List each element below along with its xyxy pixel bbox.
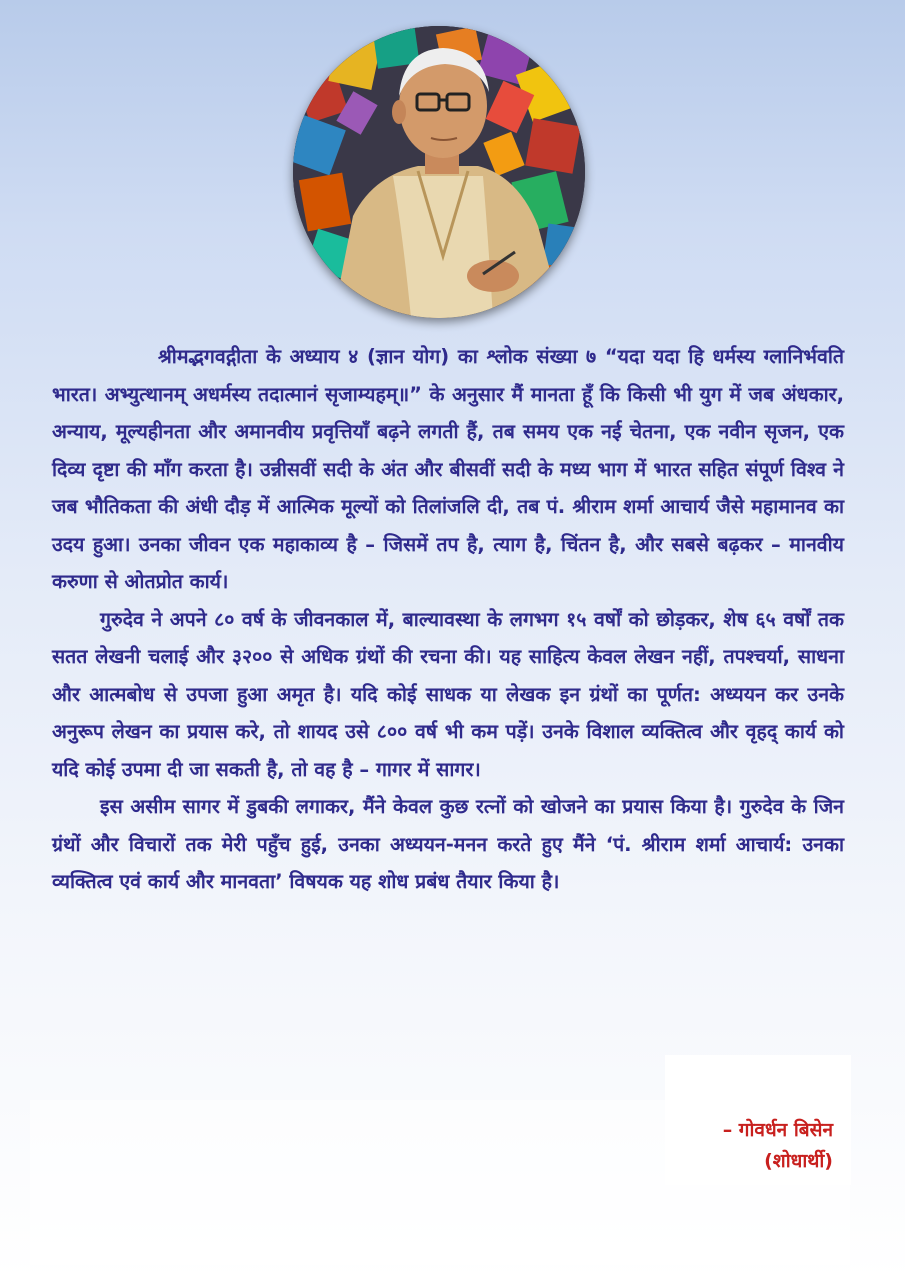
portrait-photo <box>293 26 585 318</box>
author-role: (शोधार्थी) <box>764 1150 833 1172</box>
body-text <box>52 338 844 901</box>
signature-block <box>723 1115 833 1177</box>
author-name: – गोवर्धन बिसेन <box>722 1119 833 1141</box>
paragraph-1: श्रीमद्भगवद्गीता के अध्याय ४ (ज्ञान योग) का श्लोक संख्या ७ “यदा यदा हि धर्मस्य ग्लानिर्भवति भारत। अभ्युत्थानम् अधर्मस्य तदात्मानं सृजाम्यहम्॥” के अनुसार मैं मानता हूँ कि किसी भी युग में जब अंधकार, अन्याय, मूल्यहीनता और अमानवीय प्रवृत्तियाँ बढ़ने लगती हैं, तब समय एक नई चेतना, एक नवीन सृजन, एक दिव्य दृष्टा की माँग करता है। उन्नीसवीं सदी के अंत और बीसवीं सदी के मध्य भाग में भारत सहित संपूर्ण विश्व ने जब भौतिकता की अंधी दौड़ में आत्मिक मूल्यों को तिलांजलि दी, तब पं. श्रीराम शर्मा आचार्य जैसे महामानव का उदय हुआ। उनका जीवन एक महाकाव्य है – जिसमें तप है, त्याग है, चिंतन है, और सबसे बढ़कर – मानवीय करुणा से ओतप्रोत कार्य। <box>52 345 844 593</box>
paragraph-3: इस असीम सागर में डुबकी लगाकर, मैंने केवल कुछ रत्नों को खोजने का प्रयास किया है। गुरुदेव के जिन ग्रंथों और विचारों तक मेरी पहुँच हुई, उनका अध्ययन-मनन करते हुए मैंने ‘पं. श्रीराम शर्मा आचार्य: उनका व्यक्तित्व एवं कार्य और मानवता’ विषयक यह शोध प्रबंध तैयार किया है। <box>52 795 844 893</box>
paragraph-2: गुरुदेव ने अपने ८० वर्ष के जीवनकाल में, बाल्यावस्था के लगभग १५ वर्षों को छोड़कर, शेष ६५ वर्षों तक सतत लेखनी चलाई और ३२०० से अधिक ग्रंथों की रचना की। यह साहित्य केवल लेखन नहीं, तपश्चर्या, साधना और आत्मबोध से उपजा हुआ अमृत है। यदि कोई साधक या लेखक इन ग्रंथों का पूर्णत: अध्ययन कर उनके अनुरूप लेखन का प्रयास करे, तो शायद उसे ८०० वर्ष भी कम पड़ें। उनके विशाल व्यक्तित्व और वृहद् कार्य को यदि कोई उपमा दी जा सकती है, तो वह है – गागर में सागर। <box>52 607 844 781</box>
portrait-illustration <box>293 26 585 318</box>
